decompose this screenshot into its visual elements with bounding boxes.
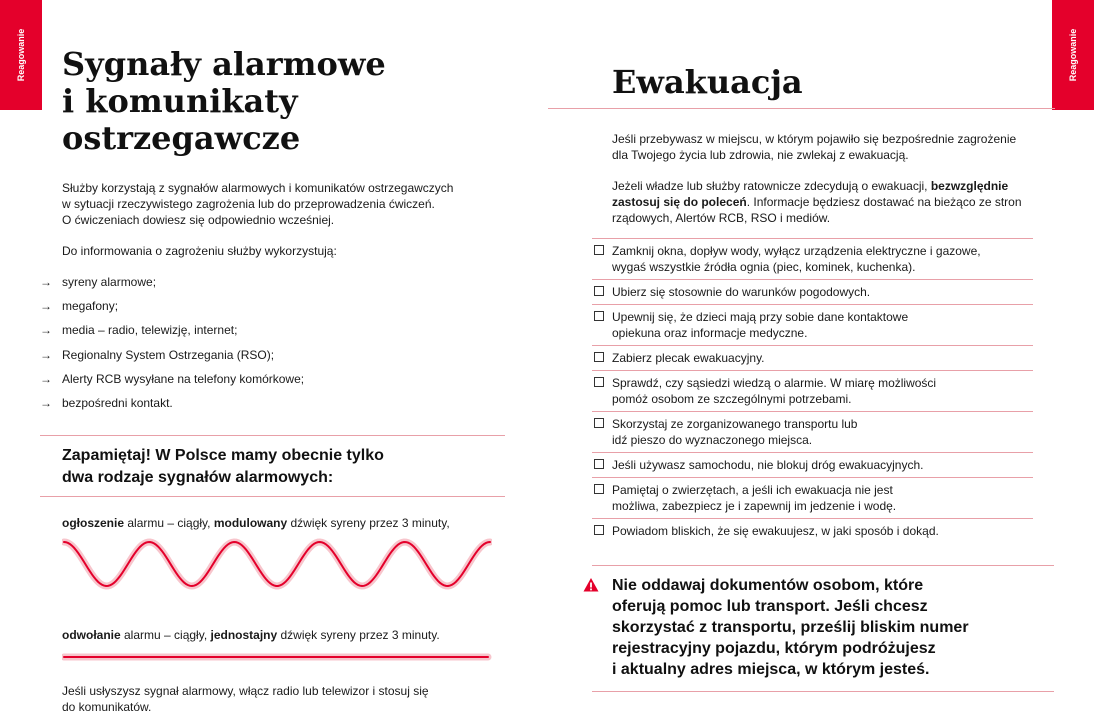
list-item: → media – radio, telewizję, internet; bbox=[40, 323, 238, 338]
title-line: ostrzegawcze bbox=[62, 119, 301, 157]
closing-paragraph: Jeśli usłyszysz sygnał alarmowy, włącz radio lub telewizor i stosuj się do komunikatów. bbox=[62, 684, 429, 714]
divider bbox=[592, 691, 1054, 692]
alert-channels-list bbox=[40, 274, 460, 419]
intro-paragraph: Służby korzystają z sygnałów alarmowych i komunikatów ostrzegawczych w sytuacji rzeczywistego zagrożenia lub do przeprowadzenia ćwiczeń. O ćwiczeniach dowiesz się odpowiednio wcześniej. bbox=[62, 181, 454, 227]
list-item: → Regionalny System Ostrzegania (RSO); bbox=[40, 347, 275, 362]
list-item: → bezpośredni kontakt. bbox=[40, 395, 173, 410]
checklist-item[interactable] bbox=[592, 518, 1033, 543]
checklist-item-text: idź pieszo do wyznaczonego miejsca. bbox=[612, 433, 813, 447]
checklist-item[interactable] bbox=[592, 452, 1033, 477]
checklist-item-text: pomóż osobom ze szczególnymi potrzebami. bbox=[612, 392, 852, 406]
page-title-evacuation: Ewakuacja bbox=[612, 63, 803, 101]
checkbox-icon[interactable] bbox=[594, 286, 604, 296]
modulated-siren-wave-icon bbox=[62, 536, 492, 592]
remember-heading: Zapamiętaj! W Polsce mamy obecnie tylko dwa rodzaje sygnałów alarmowych: bbox=[62, 447, 384, 486]
checklist-item[interactable] bbox=[592, 238, 1033, 279]
checkbox-icon[interactable] bbox=[594, 245, 604, 255]
checklist-item-text: Pamiętaj o zwierzętach, a jeśli ich ewakuacja nie jest bbox=[612, 483, 893, 497]
evacuation-checklist bbox=[592, 238, 1033, 543]
list-item: → Alerty RCB wysyłane na telefony komórkowe; bbox=[40, 371, 305, 386]
checklist-item[interactable] bbox=[592, 345, 1033, 370]
checklist-item-text: opiekuna oraz informacje medyczne. bbox=[612, 326, 808, 340]
checklist-item-text: wygaś wszystkie źródła ognia (piec, kominek, kuchenka). bbox=[612, 260, 916, 274]
checklist-item[interactable] bbox=[592, 279, 1033, 304]
arrow-right-icon: → bbox=[40, 323, 52, 338]
title-line: Sygnały alarmowe bbox=[62, 45, 386, 83]
list-item: → syreny alarmowe; bbox=[40, 275, 157, 289]
section-tab-left bbox=[0, 0, 42, 110]
list-item: → megafony; bbox=[40, 299, 119, 314]
checklist-item-text: Upewnij się, że dzieci mają przy sobie dane kontaktowe bbox=[612, 310, 909, 324]
checkbox-icon[interactable] bbox=[594, 352, 604, 362]
checkbox-icon[interactable] bbox=[594, 525, 604, 535]
arrow-right-icon: → bbox=[40, 299, 52, 314]
checklist-item-text: Sprawdź, czy sąsiedzi wiedzą o alarmie. W miarę możliwości bbox=[612, 376, 937, 390]
checklist-item-text: Ubierz się stosownie do warunków pogodowych. bbox=[612, 285, 871, 299]
authorities-paragraph: Jeżeli władze lub służby ratownicze zdecydują o ewakuacji, bezwzględnie zastosuj się do poleceń. Informacje będziesz dostawać na bieżąco ze stron rządowych, Alertów RCB, RSO i mediów. bbox=[612, 179, 1022, 225]
checklist-item-text: Zabierz plecak ewakuacyjny. bbox=[612, 351, 765, 365]
signal-alarm-description: ogłoszenie alarmu – ciągły, modulowany dźwięk syreny przez 3 minuty, bbox=[62, 516, 450, 530]
arrow-right-icon: → bbox=[40, 275, 52, 289]
arrow-right-icon: → bbox=[40, 371, 52, 386]
checklist-item[interactable] bbox=[592, 370, 1033, 411]
informing-paragraph: Do informowania o zagrożeniu służby wykorzystują: bbox=[62, 244, 337, 258]
evacuation-intro-paragraph: Jeśli przebywasz w miejscu, w którym pojawiło się bezpośrednie zagrożenie dla Twojego życia lub zdrowia, nie zwlekaj z ewakuacją. bbox=[612, 132, 1017, 162]
divider bbox=[548, 108, 1055, 109]
checkbox-icon[interactable] bbox=[594, 459, 604, 469]
checkbox-icon[interactable] bbox=[594, 484, 604, 494]
signal-cancel-description: odwołanie alarmu – ciągły, jednostajny dźwięk syreny przez 3 minuty. bbox=[62, 628, 440, 642]
constant-siren-line-icon bbox=[62, 650, 492, 664]
checklist-item[interactable] bbox=[592, 477, 1033, 518]
checklist-item-text: Powiadom bliskich, że się ewakuujesz, w jaki sposób i dokąd. bbox=[612, 524, 939, 538]
checkbox-icon[interactable] bbox=[594, 311, 604, 321]
title-line: i komunikaty bbox=[62, 82, 298, 120]
checklist-item-text: możliwa, zabezpiecz je i zapewnij im jedzenie i wodę. bbox=[612, 499, 897, 513]
section-tab-label: Reagowanie bbox=[16, 28, 26, 82]
section-tab-label: Reagowanie bbox=[1068, 28, 1078, 82]
checklist-item-text: Jeśli używasz samochodu, nie blokuj dróg ewakuacyjnych. bbox=[612, 458, 924, 472]
page-title-alarm-signals bbox=[62, 46, 462, 157]
divider bbox=[592, 565, 1054, 566]
checklist-item[interactable] bbox=[592, 411, 1033, 452]
warning-text: Nie oddawaj dokumentów osobom, które oferują pomoc lub transport. Jeśli chcesz skorzystać z transportu, prześlij bliskim numer rejestracyjny pojazdu, którym podróżujesz i aktualny adres miejsca, w którym jesteś. bbox=[612, 577, 969, 678]
checklist-item-text: Zamknij okna, dopływ wody, wyłącz urządzenia elektryczne i gazowe, bbox=[612, 244, 981, 258]
checkbox-icon[interactable] bbox=[594, 377, 604, 387]
section-tab-right bbox=[1052, 0, 1094, 110]
divider bbox=[40, 496, 505, 497]
arrow-right-icon: → bbox=[40, 347, 52, 362]
arrow-right-icon: → bbox=[40, 395, 52, 410]
divider bbox=[40, 435, 505, 436]
checkbox-icon[interactable] bbox=[594, 418, 604, 428]
checklist-item-text: Skorzystaj ze zorganizowanego transportu lub bbox=[612, 417, 858, 431]
warning-triangle-icon bbox=[583, 577, 599, 593]
checklist-item[interactable] bbox=[592, 304, 1033, 345]
